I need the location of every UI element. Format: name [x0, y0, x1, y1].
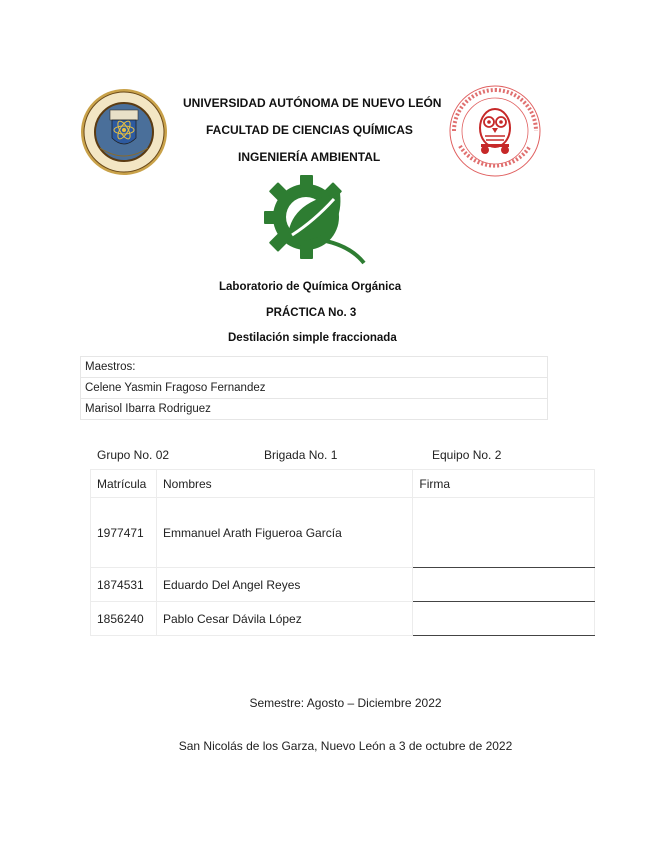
signature-line: [413, 602, 595, 636]
student-name: Eduardo Del Angel Reyes: [156, 568, 412, 602]
header-firma: Firma: [413, 470, 595, 498]
semester: Semestre: Agosto – Diciembre 2022: [249, 696, 442, 710]
signature-line: [413, 498, 595, 568]
group-number: Grupo No. 02: [97, 448, 170, 462]
student-id: 1874531: [91, 568, 157, 602]
university-name: UNIVERSIDAD AUTÓNOMA DE NUEVO LEÓN: [183, 96, 442, 110]
header-matricula: Matrícula: [91, 470, 157, 498]
student-name: Emmanuel Arath Figueroa García: [156, 498, 412, 568]
table-row: [91, 498, 595, 568]
program-name: INGENIERÍA AMBIENTAL: [238, 150, 381, 164]
students-table: [90, 469, 595, 636]
table-row: [81, 399, 548, 420]
fcq-owl-seal-icon: [448, 84, 542, 178]
student-id: 1977471: [91, 498, 157, 568]
gear-leaf-icon: [258, 173, 368, 265]
table-row: [91, 602, 595, 636]
teacher-name: Marisol Ibarra Rodriguez: [81, 399, 548, 420]
faculty-name: FACULTAD DE CIENCIAS QUÍMICAS: [206, 123, 413, 137]
table-row: [81, 357, 548, 378]
team-number: Equipo No. 2: [432, 448, 502, 462]
practice-title: Destilación simple fraccionada: [228, 332, 397, 344]
practice-number: PRÁCTICA No. 3: [266, 307, 357, 319]
place-date: San Nicolás de los Garza, Nuevo León a 3 de octubre de 2022: [178, 739, 513, 753]
brigade-number: Brigada No. 1: [264, 448, 338, 462]
table-row: [91, 568, 595, 602]
student-id: 1856240: [91, 602, 157, 636]
teachers-label: Maestros:: [81, 357, 548, 378]
table-row: [81, 378, 548, 399]
header-nombres: Nombres: [156, 470, 412, 498]
table-header-row: [91, 470, 595, 498]
teachers-table: [80, 356, 548, 420]
teacher-name: Celene Yasmin Fragoso Fernandez: [81, 378, 548, 399]
student-name: Pablo Cesar Dávila López: [156, 602, 412, 636]
uanl-seal-icon: [80, 88, 168, 176]
lab-name: Laboratorio de Química Orgánica: [219, 281, 402, 293]
signature-line: [413, 568, 595, 602]
